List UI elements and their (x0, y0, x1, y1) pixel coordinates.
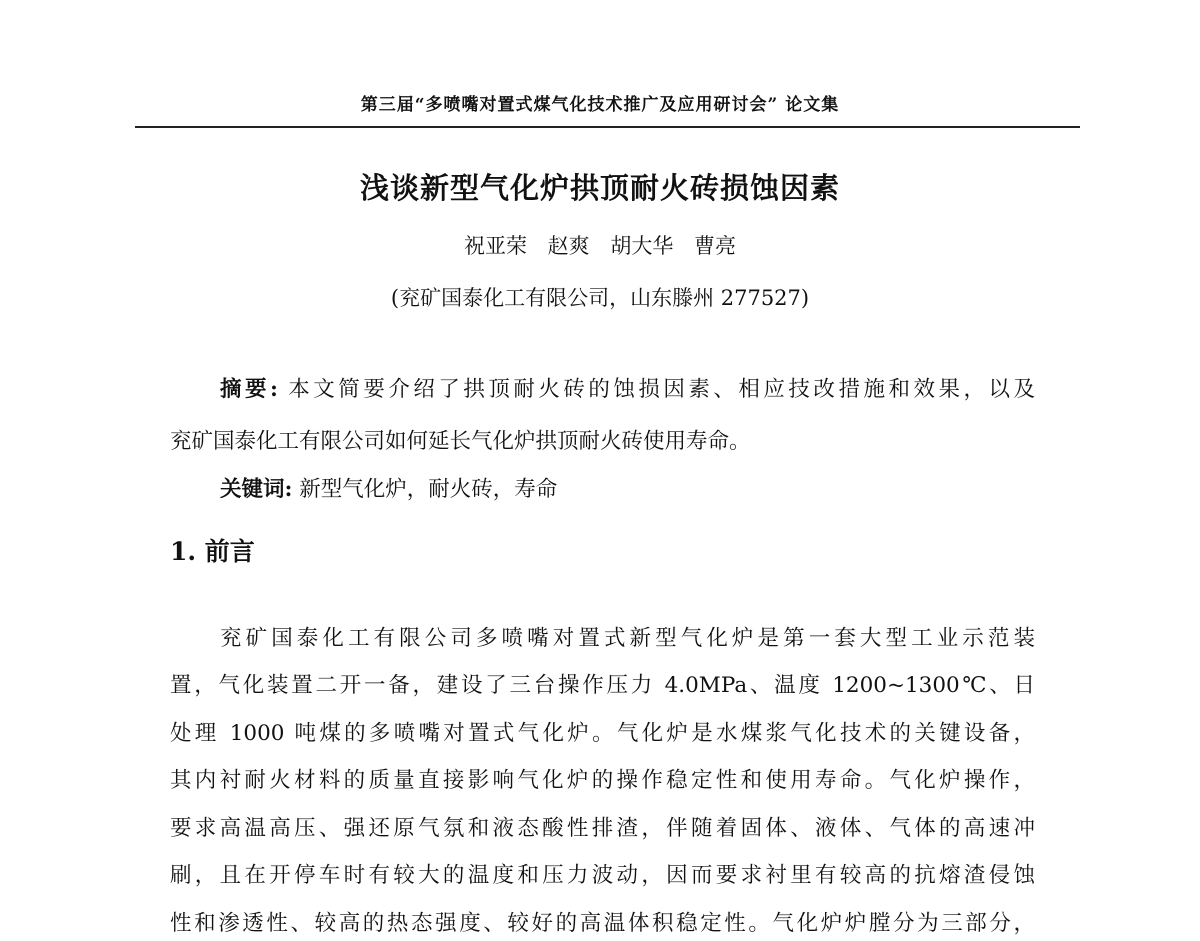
keywords-line (220, 472, 1035, 503)
body-line: 要求高温高压、强还原气氛和液态酸性排渣，伴随着固体、液体、气体的高速冲 (170, 816, 1035, 841)
abstract-text-1: 本文简要介绍了拱顶耐火砖的蚀损因素、相应技改措施和效果，以及 (288, 377, 1035, 402)
abstract-line-1 (220, 372, 1035, 403)
body-line: 刷，且在开停车时有较大的温度和压力波动，因而要求衬里有较高的抗熔渣侵蚀 (170, 863, 1035, 888)
paper-title: 浅谈新型气化炉拱顶耐火砖损蚀因素 (359, 171, 840, 205)
authors: 祝亚荣 赵爽 胡大华 曹亮 (463, 234, 737, 258)
body-line: 性和渗透性、较高的热态强度、较好的高温体积稳定性。气化炉炉膛分为三部分， (170, 911, 1035, 936)
body-line: 其内衬耐火材料的质量直接影响气化炉的操作稳定性和使用寿命。气化炉操作， (170, 768, 1035, 793)
keywords-text: 新型气化炉，耐火砖，寿命 (299, 477, 558, 502)
abstract-label: 摘要: (220, 377, 278, 402)
abstract-text-2: 兖矿国泰化工有限公司如何延长气化炉拱顶耐火砖使用寿命。 (170, 429, 751, 454)
body-line: 置，气化装置二开一备，建设了三台操作压力 4.0MPa、温度 1200~1300℃、日 (170, 673, 1035, 698)
body-line: 处理 1000 吨煤的多喷嘴对置式气化炉。气化炉是水煤浆气化技术的关键设备， (170, 721, 1035, 746)
affiliation: (兖矿国泰化工有限公司，山东滕州 277527) (390, 286, 810, 310)
body-line: 兖矿国泰化工有限公司多喷嘴对置式新型气化炉是第一套大型工业示范装 (220, 626, 1035, 651)
keywords-label: 关键词: (220, 477, 293, 502)
running-header: 第三届“多喷嘴对置式煤气化技术推广及应用研讨会” 论文集 (360, 95, 840, 115)
header-rule (135, 126, 1080, 128)
section-heading: 1. 前言 (170, 537, 255, 566)
